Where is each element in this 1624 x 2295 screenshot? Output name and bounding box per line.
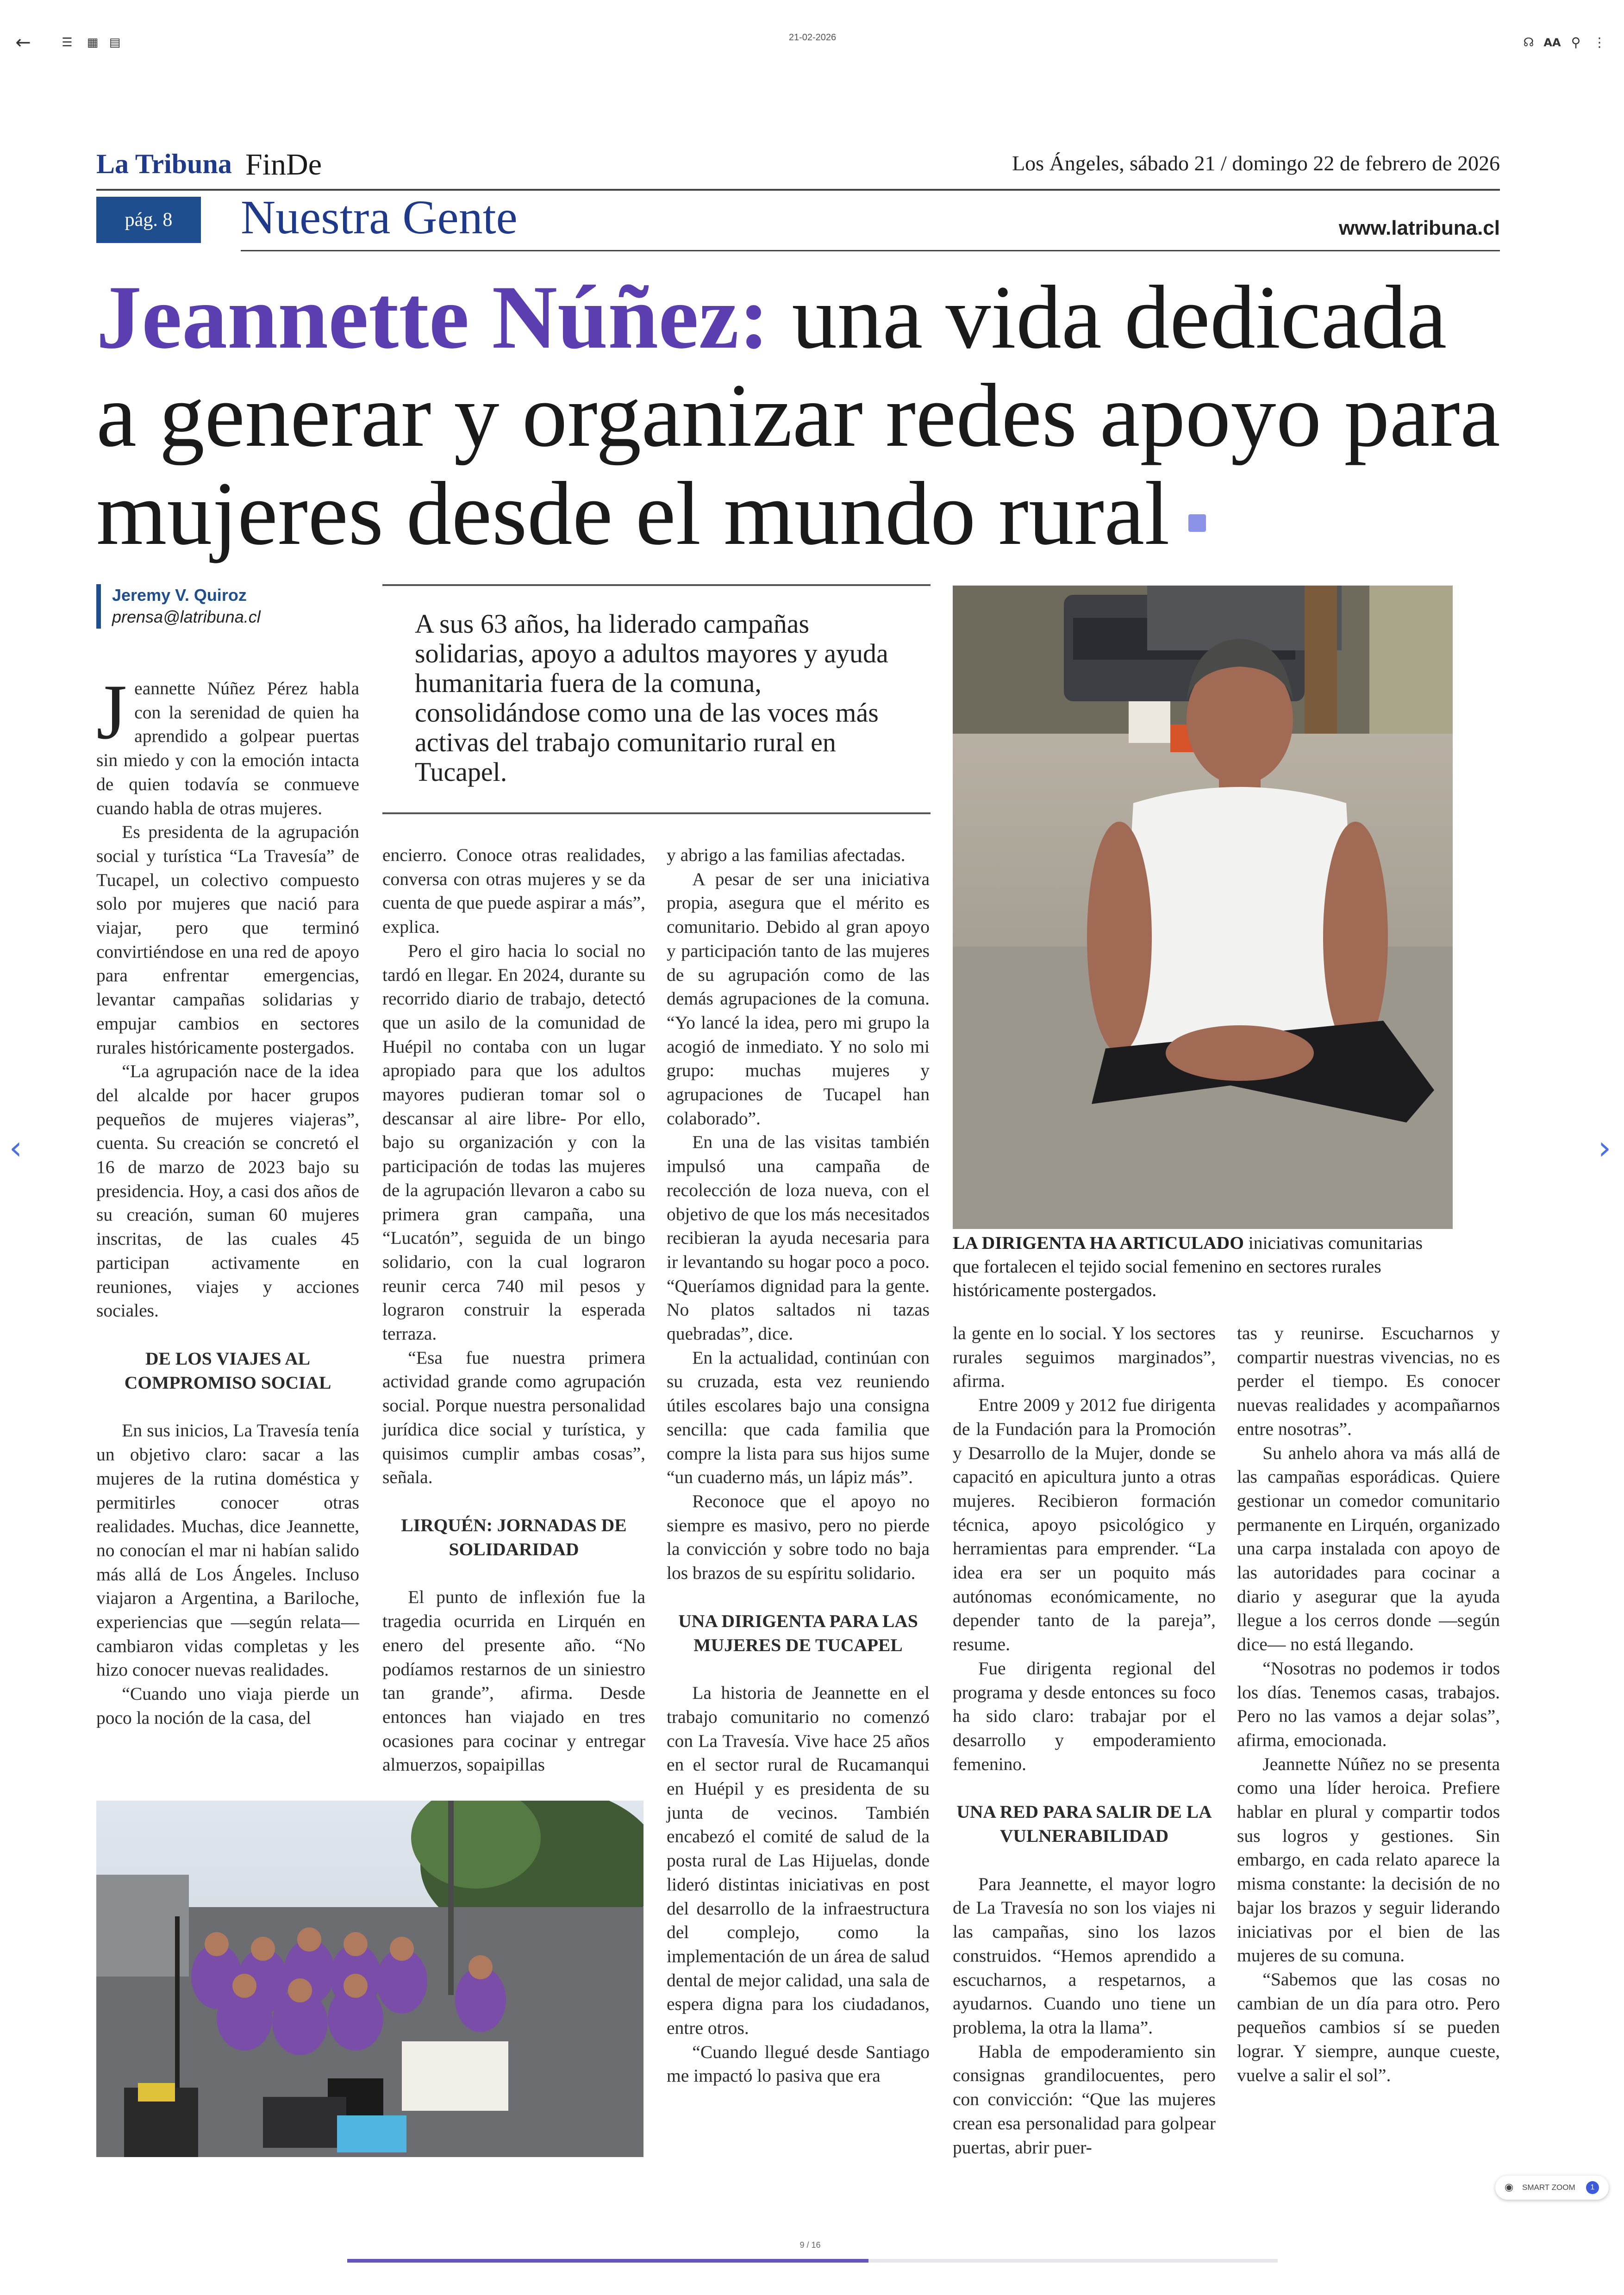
paragraph: Fue dirigenta regional del programa y desde entonces su foco ha sido claro: trabajar por el desarrollo y empoderamiento femenino. (953, 1658, 1216, 1774)
grid-icon[interactable]: ▦ (87, 36, 99, 50)
list-icon[interactable]: ☰ (62, 36, 73, 50)
photo-caption (953, 1231, 1453, 1302)
caption-lead: LA DIRIGENTA HA ARTICULADO (953, 1233, 1244, 1253)
portrait-photo (953, 586, 1453, 1229)
smart-zoom-badge: 1 (1586, 2181, 1599, 2194)
paragraph: Pero el giro hacia lo social no tardó en llegar. En 2024, durante su recorrido diario de trabajo, detectó que un asilo de la comunidad de Huépil no contaba con un lugar apropiado para que los adultos mayores pudieran tomar sol o descansar al aire libre- Por ello, bajo su organización y con la participación de todas las mujeres de la agrupación llevaron a cabo su primera gran campaña, una “Lucatón”, seguida de un bingo solidario, con la cual lograron reunir cerca 740 mil pesos y lograron construir la esperada terraza. (382, 940, 645, 1344)
site-url: www.latribuna.cl (1339, 217, 1500, 239)
author-email: prensa@latribuna.cl (112, 607, 261, 626)
brand-logo: La Tribuna (96, 149, 232, 179)
drop-cap: J (96, 668, 127, 755)
annotation-icon[interactable] (1188, 514, 1206, 532)
page-tag: pág. 8 (96, 197, 201, 243)
paragraph: Reconoce que el apoyo no siempre es masivo, pero no pierde la convicción y sobre todo no baja los brazos de su espíritu solidario. (667, 1491, 930, 1584)
paragraph: A pesar de ser una iniciativa propia, asegura que el mérito es comunitario. Debido al gran apoyo y participación tanto de las mujeres de su agrupación como de las demás agrupaciones de la comuna. “Yo lancé la idea, pero mi grupo la acogió de inmediato. Y no solo mi grupo: muchas mujeres y agrupaciones de Tucapel han colaborado”. (667, 868, 930, 1129)
lead-summary: A sus 63 años, ha liderado campañas solidarias, apoyo a adultos mayores y ayuda humanitaria fuera de la comuna, consolidándose como una de las voces más activas del trabajo comunitario rural en Tucapel. (382, 584, 931, 814)
paragraph: la gente en lo social. Y los sectores rurales seguimos marginados”, afirma. (953, 1323, 1216, 1391)
paragraph: encierro. Conoce otras realidades, conversa con otras mujeres y se da cuenta de que puede aspirar a más”, explica. (382, 845, 645, 937)
smart-zoom-button[interactable] (1495, 2176, 1609, 2200)
group-photo-art (96, 1801, 643, 2157)
paragraph-text: eannette Núñez Pérez habla con la serenidad de quien ha aprendido a golpear puertas sin miedo y con la emoción intacta de quien todavía se conmueve cuando habla de otras mujeres. (96, 678, 359, 818)
subheading: LIRQUÉN: JORNADAS DE SOLIDARIDAD (401, 1515, 627, 1559)
paragraph: “Nosotras no podemos ir todos los días. Tenemos casas, trabajos. Pero no las vamos a dejar solas”, afirma, emocionada. (1237, 1658, 1500, 1750)
paragraph: tas y reunirse. Escucharnos y compartir nuestras vivencias, no es perder el tiempo. Es conocer nuevas realidades y acompañarnos entre nosotras”. (1237, 1323, 1500, 1439)
prev-page-arrow[interactable]: ‹ (9, 1129, 22, 1167)
page-indicator: 9 / 16 (800, 2240, 821, 2250)
paragraph: La historia de Jeannette en el trabajo comunitario no comenzó con La Travesía. Vive hace 25 años en el sector rural de Rucamanqui en Huépil y es presidenta de su junta de vecinos. También encabezó el comité de salud de la posta rural de Las Hijuelas, donde lideró distintas iniciativas en post del desarrollo de la infraestructura del complejo, como la implementación de un área de salud dental de mejor calidad, una sala de espera digna para los ciudadanos, entre otros. (667, 1683, 930, 2039)
article-column-3 (667, 843, 930, 2088)
more-icon[interactable]: ⋮ (1593, 35, 1606, 50)
paragraph: “Esa fue nuestra primera actividad grande como agrupación social. Porque nuestra personalidad jurídica dice social y turística, y quisimos cumplir ambas cosas”, señala. (382, 1347, 645, 1488)
paragraph: Es presidenta de la agrupación social y turística “La Travesía” de Tucapel, un colectivo compuesto solo por mujeres que nació para viajar, pero que terminó convirtiéndose en una red de apoyo para enfrentar emergencias, levantar campañas solidarias y empujar cambios en sectores rurales históricamente postergados. (96, 822, 359, 1058)
page-progress-fill (347, 2259, 868, 2263)
article-column-1 (96, 668, 359, 1730)
article-column-5 (1237, 1322, 1500, 2088)
paragraph: Entre 2009 y 2012 fue dirigenta de la Fundación para la Promoción y Desarrollo de la Mujer, donde se capacitó en apicultura junto a otras mujeres. Recibieron formación técnica, apoyo psicológico y herramientas para emprender. “La idea era ser un poquito más autónomas económicamente, no depender tanto de la pareja”, resume. (953, 1395, 1216, 1655)
eye-icon: ◉ (1505, 2181, 1514, 2193)
paragraph: “Cuando uno viaja pierde un poco la noción de la casa, del (96, 1684, 359, 1728)
paragraph (96, 668, 359, 820)
paragraph: “La agrupación nace de la idea del alcalde por hacer grupos pequeños de mujeres viajeras”, cuenta. Su creación se concretó el 16 de marzo de 2023 bajo su presidencia. Hoy, a casi dos años de su creación, suman 60 mujeres inscritas, de las cuales 45 participan activamente en reuniones, viajes y acciones sociales. (96, 1061, 359, 1321)
headline (96, 268, 1508, 563)
page-icon[interactable]: ▤ (109, 36, 121, 50)
author-name: Jeremy V. Quiroz (112, 586, 247, 605)
paragraph: En sus inicios, La Travesía tenía un objetivo claro: sacar a las mujeres de la rutina doméstica y permitirles conocer otras realidades. Muchas, dice Jeannette, no conocían el mar ni habían salido más allá de Los Ángeles. Incluso viajaron a Argentina, a Bariloche, experiencias que —según relata— cambiaron vidas completas y les hizo conocer nuevas realidades. (96, 1420, 359, 1680)
subheading: UNA DIRIGENTA PARA LAS MUJERES DE TUCAPEL (678, 1610, 918, 1655)
edition-name: FinDe (245, 148, 322, 181)
paragraph: Jeannette Núñez no se presenta como una líder heroica. Prefiere hablar en plural y compartir todos sus logros y gestiones. Sin embargo, en cada relato aparece la misma constante: la decisión de no bajar los brazos y seguir liderando iniciativas por el bien de las mujeres de su comuna. (1237, 1753, 1500, 1966)
paragraph: En la actualidad, continúan con su cruzada, esta vez reuniendo útiles escolares bajo una consigna sencilla: que cada familia que compre la lista para sus hijos sume “un cuaderno más, un lápiz más”. (667, 1347, 930, 1488)
paragraph: Para Jeannette, el mayor logro de La Travesía no son los viajes ni las campañas, sino los lazos construidos. “Hemos aprendido a escucharnos, a respetarnos, a ayudarnos. Cuando uno tiene un problema, la otra la llama”. (953, 1873, 1216, 2038)
arrow-left-icon[interactable]: ← (15, 32, 31, 53)
section-title: Nuestra Gente (241, 191, 518, 244)
dateline: Los Ángeles, sábado 21 / domingo 22 de febrero de 2026 (1012, 151, 1500, 175)
article-column-4 (953, 1322, 1216, 2159)
paragraph: “Sabemos que las cosas no cambian de un día para otro. Pero pequeños cambios sí se pueden lograr. Y siempre, aunque cueste, vuelve a salir el sol”. (1237, 1969, 1500, 2085)
viewer-toolbar (0, 0, 1624, 83)
paragraph: y abrigo a las familias afectadas. (667, 845, 906, 865)
headline-name: Jeannette Núñez: (96, 267, 769, 368)
headline-text: una vida dedicada a generar y organizar redes apoyo para mujeres desde el mundo rural (96, 267, 1500, 564)
viewer-date: 21-02-2026 (788, 32, 837, 43)
caption-text: iniciativas comunitarias que fortalecen el tejido social femenino en sectores rurales históricamente postergados. (953, 1233, 1423, 1300)
paragraph: Habla de empoderamiento sin consignas grandilocuentes, pero con convicción: “Que las mujeres crean esa personalidad para golpear puertas, abrir puer- (953, 2041, 1216, 2158)
byline (96, 584, 261, 629)
section-rule (241, 250, 1500, 251)
paragraph: El punto de inflexión fue la tragedia ocurrida en Lirquén en enero del presente año. “No podíamos restarnos de un siniestro tan grande”, afirma. Desde entonces han viajado en tres ocasiones para cocinar y entregar almuerzos, sopaipillas (382, 1587, 645, 1775)
subheading: DE LOS VIAJES AL COMPROMISO SOCIAL (124, 1348, 331, 1393)
group-photo (96, 1801, 643, 2157)
headphones-icon[interactable]: ☊ (1523, 36, 1534, 50)
next-page-arrow[interactable]: › (1598, 1129, 1611, 1167)
text-size-icon[interactable]: AA (1543, 36, 1561, 49)
paragraph: Su anhelo ahora va más allá de las campañas esporádicas. Quiere gestionar un comedor comunitario permanente en Lirquén, organizado una carpa instalada con apoyo de las autoridades para cocinar a diario y asegurar que la ayuda llegue a los cerros donde —según dice— no está llegando. (1237, 1442, 1500, 1655)
page-progress-bar[interactable] (347, 2259, 1278, 2263)
paragraph: En una de las visitas también impulsó una campaña de recolección de loza nueva, con el objetivo de que los más necesitados recibieran la ayuda necesaria para ir levantando su hogar poco a poco. “Queríamos dignidad para la gente. No platos saltados ni tazas quebradas”, dice. (667, 1132, 930, 1344)
smart-zoom-label: SMART ZOOM (1522, 2183, 1575, 2192)
paragraph: “Cuando llegué desde Santiago me impactó lo pasiva que era (667, 2041, 930, 2086)
article-column-2 (382, 843, 645, 1777)
search-icon[interactable]: ⚲ (1571, 35, 1581, 50)
portrait-photo-art (953, 586, 1453, 1229)
subheading: UNA RED PARA SALIR DE LA VULNERABILIDAD (956, 1802, 1212, 1846)
